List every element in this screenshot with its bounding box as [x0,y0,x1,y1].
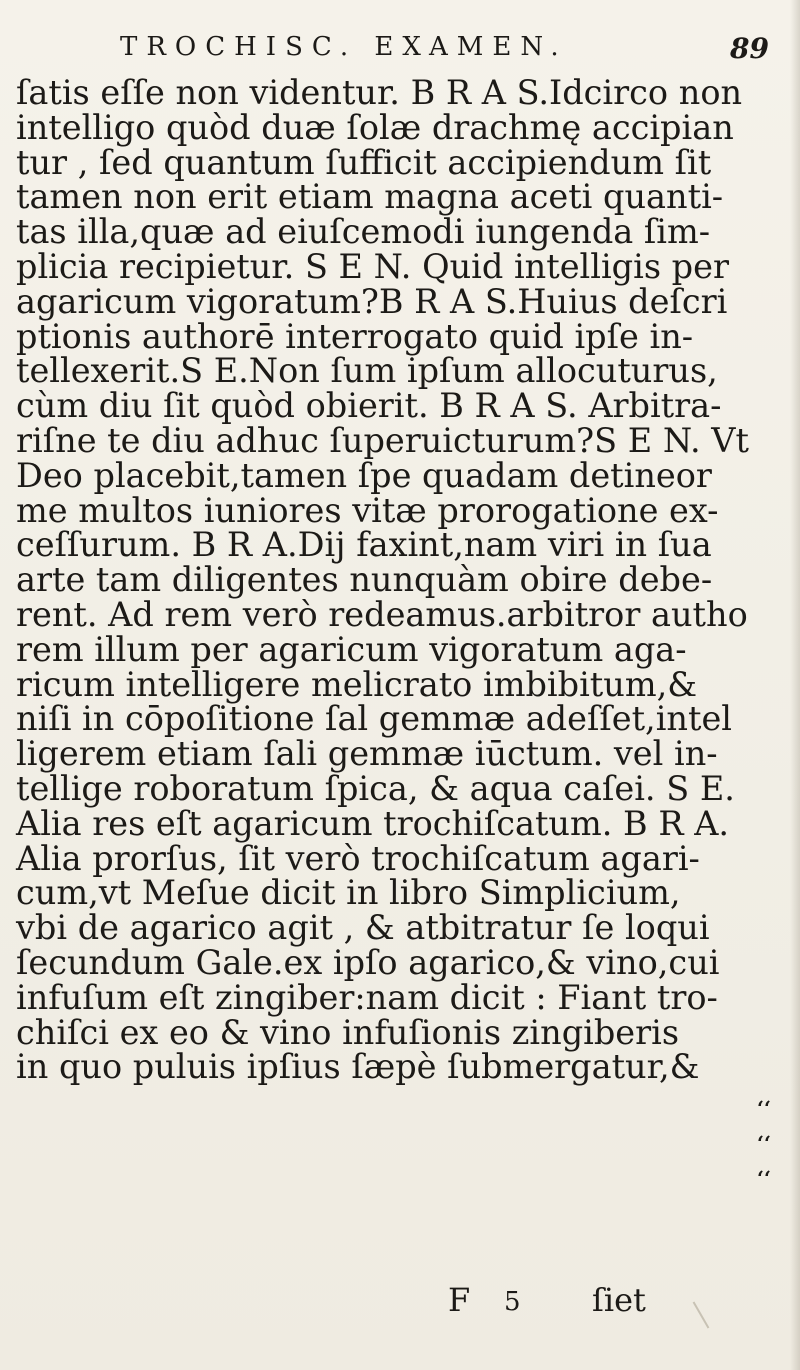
text-line: me multos iuniores vitæ prorogatione ex- [16,490,719,530]
text-line: cùm diu ſit quòd obierit. B R A S. Arbitra- [16,386,722,426]
text-line: Alia res eſt agaricum trochiſcatum. B R A. [16,803,730,843]
text-line: Alia prorſus, ſit verò trochiſcatum agari- [16,838,700,878]
text-line: cum,vt Meſue dicit in libro Simplicium, [16,873,681,913]
text-line: Deo placebit,tamen ſpe quadam detineor [16,455,712,495]
text-line: niſi in cōpoſitione ſal gemmæ adeſſet,intel [16,699,732,739]
margin-quote-mark: ‘‘ [757,1130,771,1155]
text-line: in quo puluis ipſius ſæpè ſubmergatur,& [16,1047,700,1087]
text-line: plicia recipietur. S E N. Quid intelligis per [16,246,729,286]
text-line: tellexerit.S E.Non ſum ipſum allocuturus, [16,351,718,391]
text-line: tamen non erit etiam magna aceti quanti- [16,177,724,217]
text-line: agaricum vigoratum?B R A S.Huius deſcri [16,281,728,321]
text-line: tur , ſed quantum ſufficit accipiendum ſit [16,142,712,182]
margin-quote-mark: ‘‘ [757,1165,771,1190]
body-text [16,73,749,1087]
text-line: riſne te diu adhuc ſuperuicturum?S E N. Vt [16,420,749,460]
text-line: ptionis authorē interrogato quid ipſe in- [16,316,694,356]
signature-number: 5 [504,1287,521,1317]
text-line: chiſci ex eo & vino infuſionis zingiberis [16,1012,680,1052]
page-edge-shadow [790,0,800,1370]
margin-quote-mark: ‘‘ [757,1096,771,1120]
text-line: ricum intelligere melicrato imbibitum,& [16,664,698,704]
page-number: 89 [730,32,769,65]
text-line: ſatis eſſe non videntur. B R A S.Idcirco non [16,73,743,112]
text-line: rent. Ad rem verò redeamus.arbitror autho [16,594,748,634]
text-line: intelligo quòd duæ ſolæ drachmę accipian [16,107,734,147]
paper-blemish [693,1302,710,1329]
text-line: infuſum eſt zingiber:nam dicit : Fiant tro- [16,977,718,1017]
quotation-marks-column [757,1091,787,1195]
running-head: TROCHISC. EXAMEN. [120,32,568,62]
text-line: vbi de agarico agit , & atbitratur ſe loqui [16,908,710,948]
text-line: ceſſurum. B R A.Dij faxint,nam viri in ſua [16,525,712,565]
signature-mark: F [448,1281,471,1319]
text-line: arte tam diligentes nunquàm obire debe- [16,560,713,600]
text-line: tas illa,quæ ad eiuſcemodi iungenda ſim- [16,212,711,252]
text-line: ligerem etiam ſali gemmæ iūctum. vel in- [16,734,718,774]
catchword: ſiet [592,1281,646,1319]
text-line: tellige roboratum ſpica, & aqua caſei. S E. [16,768,735,808]
text-line: rem illum per agaricum vigoratum aga- [16,629,687,669]
text-line: ſecundum Gale.ex ipſo agarico,& vino,cui [16,942,720,982]
